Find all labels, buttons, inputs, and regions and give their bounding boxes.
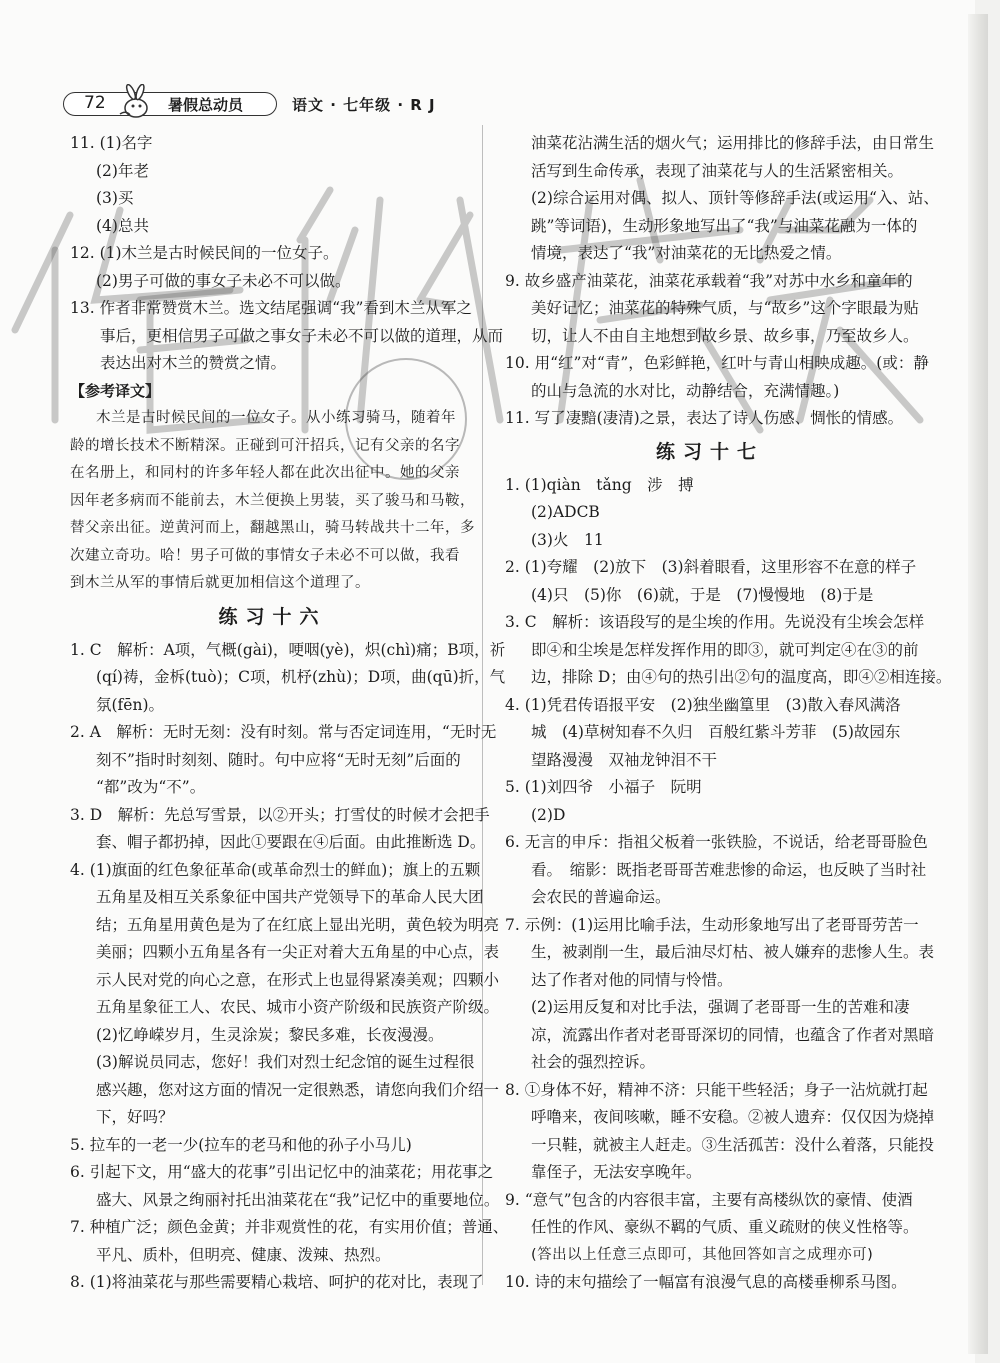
- text-line: 美好记忆；油菜花的特殊气质，与“故乡”这个字眼最为贴: [531, 299, 919, 317]
- text-line: (3)解说员同志，您好！我们对烈士纪念馆的诞生过程很: [96, 1053, 475, 1071]
- text-line: (2)ADCB: [531, 503, 600, 521]
- text-line: (2)综合运用对偶、拟人、顶针等修辞手法(或运用“入、站、: [531, 189, 939, 207]
- text-line: 切，让人不由自主地想到故乡景、故乡事，乃至故乡人。: [531, 326, 919, 345]
- text-line: 1. (1)qiàn tǎng 涉 搏: [505, 475, 694, 494]
- text-line: (2)年老: [96, 161, 149, 180]
- text-line: 事后，更相信男子可做之事女子未必不可以做的道理，从而: [100, 326, 504, 345]
- text-line: 因年老多病而不能前去，木兰便换上男装，买了骏马和马鞍，: [70, 492, 475, 509]
- text-line: “都”改为“不”。: [96, 778, 206, 796]
- text-line: 示人民对党的向心之意，在形式上也显得紧凑美观；四颗小: [96, 970, 500, 989]
- text-line: (4)只 (5)你 (6)就，于是 (7)慢慢地 (8)于是: [531, 585, 874, 604]
- text-line: 木兰是古时候民间的一位女子。从小练习骑马，随着年: [96, 410, 456, 426]
- text-line: 五角星象征工人、农民、城市小资产阶级和民族资产阶级。: [96, 998, 500, 1016]
- page-edge-shadow: [968, 14, 988, 1354]
- text-line: 12. (1)木兰是古时候民间的一位女子。: [70, 244, 339, 262]
- text-line: 7. 种植广泛；颜色金黄；并非观赏性的花，有实用价值；普通、: [70, 1218, 509, 1236]
- text-line: 氛(fēn)。: [96, 695, 164, 714]
- text-line: 7. 示例：(1)运用比喻手法，生动形象地写出了老哥哥劳苦一: [505, 915, 919, 934]
- text-line: 靠侄子，无法安享晚年。: [531, 1163, 702, 1181]
- page-number: 72: [84, 93, 106, 113]
- text-line: 即④和尘埃是怎样发挥作用的即③，就可判定④在③的前: [531, 640, 919, 659]
- text-line: 表达出对木兰的赞赏之情。: [100, 354, 287, 372]
- text-line: 套、帽子都扔掉，因此①要跟在④后面。由此推断选 D。: [96, 833, 486, 851]
- text-line: (3)买: [96, 189, 134, 207]
- text-line: 情境，表达了“我”对油菜花的无比热爱之情。: [531, 244, 842, 262]
- text-line: 5. 拉车的一老一少(拉车的老马和他的孙子小马儿): [70, 1135, 412, 1154]
- watermark-stamp: [345, 358, 467, 480]
- text-line: 龄的增长技术不断精深。正碰到可汗招兵，记有父亲的名字: [70, 437, 460, 454]
- text-line: 呼噜来，夜间咳嗽，睡不安稳。②被人遗弃：仅仅因为烧掉: [531, 1108, 935, 1126]
- text-line: 结；五角星用黄色是为了在红底上显出光明，黄色较为明亮: [96, 915, 500, 934]
- text-line: 刻不”指时时刻刻、随时。句中应将“无时无刻”后面的: [96, 750, 461, 769]
- text-line: 感兴趣，您对这方面的情况一定很熟悉，请您向我们介绍一: [96, 1080, 500, 1099]
- text-line: 盛大、风景之绚丽衬托出油菜花在“我”记忆中的重要地位。: [96, 1190, 500, 1209]
- text-line: 次建立奇功。哈！男子可做的事情女子未必不可以做，我看: [70, 547, 460, 564]
- text-line: 10. 诗的末句描绘了一幅富有浪漫气息的高楼垂柳系马图。: [505, 1273, 907, 1291]
- text-line: 五角星及相互关系象征中国共产党领导下的革命人民大团: [96, 888, 484, 906]
- text-line: 11. (1)名字: [70, 134, 153, 152]
- text-line: 4. (1)凭君传语报平安 (2)独坐幽篁里 (3)散入春风满洛: [505, 695, 901, 714]
- text-line: 10. 用“红”对“青”，色彩鲜艳，红叶与青山相映成趣。(或：静: [505, 354, 929, 372]
- text-line: 任性的作风、豪纵不羁的气质、重义疏财的侠义性格等。: [531, 1218, 919, 1236]
- text-line: 1. C 解析：A项，气概(gài)，哽咽(yè)，炽(chì)痛；B项，祈: [70, 640, 506, 659]
- text-line: 8. (1)将油菜花与那些需要精心栽培、呵护的花对比，表现了: [70, 1273, 484, 1291]
- column-divider: [482, 125, 483, 1285]
- text-line: 望路漫漫 双袖龙钟泪不干: [531, 750, 718, 769]
- text-line: (2)忆峥嵘岁月，生灵涂炭；黎民多难，长夜漫漫。: [96, 1025, 444, 1044]
- text-line: 3. D 解析：先总写雪景，以②开头；打雪仗的时候才会把手: [70, 805, 490, 824]
- text-line: 2. (1)夸耀 (2)放下 (3)斜着眼看，这里形容不在意的样子: [505, 558, 917, 576]
- text-line: 11. 写了凄黯(凄清)之景，表达了诗人伤感、惆怅的情感。: [505, 409, 904, 427]
- text-line: 下，好吗？: [96, 1108, 174, 1126]
- text-line: 在名册上，和同村的许多年轻人都在此次出征中。她的父亲: [70, 465, 460, 481]
- subject-grade-label: 语文 · 七年级 · R J: [292, 96, 436, 114]
- text-line: 达了作者对他的同情与怜惜。: [531, 970, 733, 989]
- text-line: (2)D: [531, 805, 566, 824]
- text-line: 6. 引起下文，用“盛大的花事”引出记忆中的油菜花；用花事之: [70, 1163, 494, 1181]
- text-line: 会农民的普遍命运。: [531, 888, 671, 906]
- section-heading: 练习十七: [655, 440, 764, 463]
- text-line: 2. A 解析：无时无刻：没有时刻。常与否定词连用，“无时无: [70, 723, 497, 741]
- text-line: 平凡、质朴，但明亮、健康、泼辣、热烈。: [96, 1245, 391, 1264]
- text-line: 8. ①身体不好，精神不济：只能干些轻活；身子一沾炕就打起: [505, 1080, 928, 1099]
- text-line: (答出以上任意三点即可，其他回答如言之成理亦可): [531, 1246, 874, 1263]
- left-answer-column: [70, 130, 509, 1297]
- right-answer-column: [505, 130, 952, 1297]
- text-line: 3. C 解析：该语段写的是尘埃的作用。先说没有尘埃会怎样: [505, 613, 925, 631]
- text-line: 替父亲出征。逆黄河而上，翻越黑山，骑马转战共十二年，多: [70, 520, 475, 536]
- text-line: 9. “意气”包含的内容很丰富，主要有高楼纵饮的豪情、使酒: [505, 1190, 913, 1209]
- text-line: (qí)祷，金柝(tuò)；C项，机杼(zhù)；D项，曲(qū)折，气: [96, 668, 506, 686]
- text-line: 生，被剥削一生，最后油尽灯枯、被人嫌弃的悲惨人生。表: [531, 943, 935, 961]
- section-heading: 练习十六: [218, 605, 327, 628]
- text-line: 看。 缩影：既指老哥哥苦难悲惨的命运，也反映了当时社: [531, 860, 927, 879]
- text-line: 社会的强烈控诉。: [531, 1053, 656, 1071]
- text-line: 城 (4)草树知春不久归 百般红紫斗芳菲 (5)故园东: [531, 723, 901, 741]
- text-line: 5. (1)刘四爷 小福子 阮明: [505, 778, 702, 796]
- text-line: 到木兰从军的事情后就更加相信这个道理了。: [70, 575, 370, 591]
- text-line: 一只鞋，就被主人赶走。③生活孤苦：没什么着落，只能投: [531, 1135, 935, 1154]
- text-line: 4. (1)旗面的红色象征革命(或革命烈士的鲜血)；旗上的五颗: [70, 860, 481, 879]
- text-line: (2)运用反复和对比手法，强调了老哥哥一生的苦难和凄: [531, 998, 910, 1016]
- series-title: 暑假总动员: [168, 96, 244, 114]
- text-line: 凉，流露出作者对老哥哥深切的同情，也蕴含了作者对黑暗: [531, 1025, 935, 1044]
- rabbit-mascot-icon: [112, 84, 156, 120]
- text-line: (2)男子可做的事女子未必不可以做。: [96, 271, 351, 290]
- text-line: (4)总共: [96, 216, 149, 235]
- text-line: (3)火 11: [531, 530, 604, 549]
- text-line: 13. 作者非常赞赏木兰。选文结尾强调“我”看到木兰从军之: [70, 299, 472, 317]
- text-line: 【参考译文】: [70, 381, 161, 400]
- text-line: 边，排除 D；由④句的热引出②句的温度高，即④②相连接。: [531, 668, 952, 686]
- text-line: 的山与急流的水对比，动静结合，充满情趣。): [531, 381, 840, 400]
- text-line: 9. 故乡盛产油菜花，油菜花承载着“我”对苏中水乡和童年的: [505, 271, 913, 290]
- text-line: 美丽；四颗小五角星各有一尖正对着大五角星的中心点，表: [96, 943, 500, 961]
- text-line: 活写到生命传承，表现了油菜花与人的生活紧密相关。: [531, 161, 904, 180]
- text-line: 6. 无言的申斥：指祖父板着一张铁脸，不说话，给老哥哥脸色: [505, 833, 928, 851]
- text-line: 油菜花沾满生活的烟火气；运用排比的修辞手法，由日常生: [531, 134, 935, 152]
- text-line: 跳”等词语)，生动形象地写出了“我”与油菜花融为一体的: [531, 216, 918, 235]
